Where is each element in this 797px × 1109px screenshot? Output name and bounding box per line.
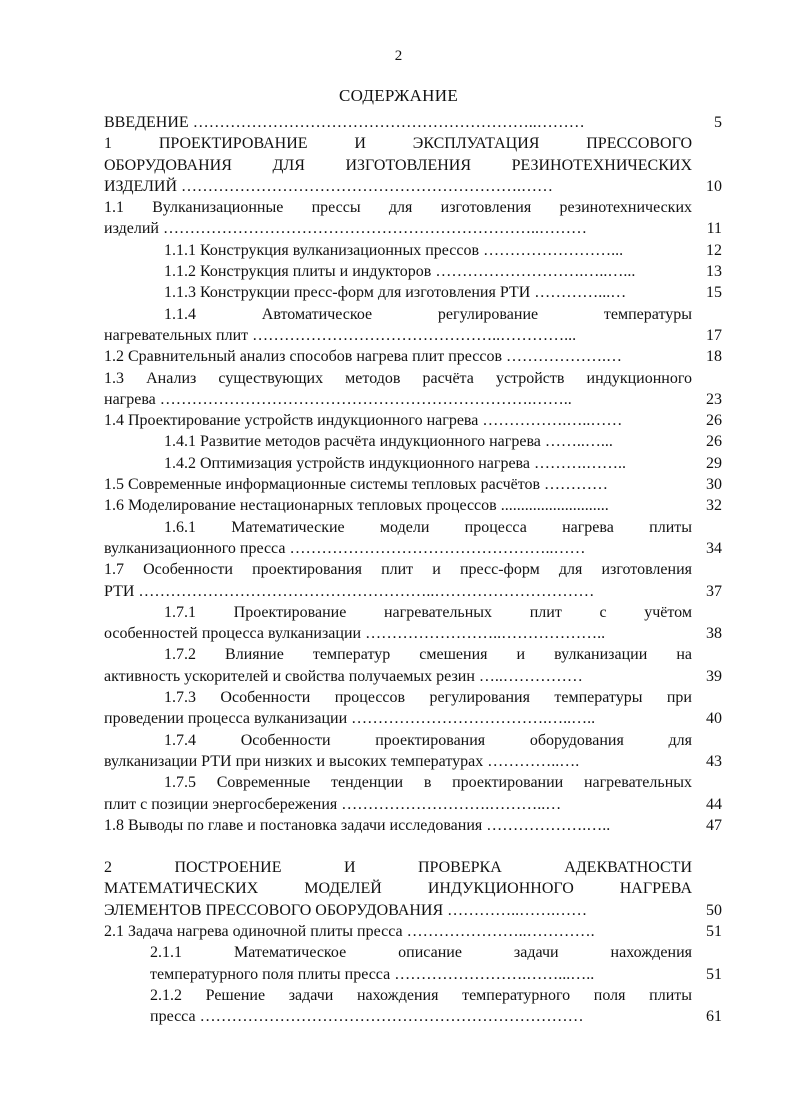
toc-page-number: 34 — [706, 539, 722, 557]
toc-page-number: 44 — [706, 795, 722, 813]
toc-entry[interactable] — [104, 453, 722, 474]
toc-page-number: 51 — [706, 965, 722, 983]
toc-entry[interactable] — [104, 112, 722, 133]
dot-leader: …..…………… — [478, 667, 583, 685]
toc-entry-line: 1.1 Вулканизационные прессы для изготовления резинотехнических — [104, 199, 692, 217]
toc-entry-title: 1.5 Современные информационные системы тепловых расчётов — [104, 476, 545, 494]
toc-entry-title: нагрева — [104, 390, 160, 408]
toc-entry-title: вулканизационного пресса — [104, 539, 290, 557]
toc-entry-title: 2.1 Задача нагрева одиночной плиты пресса — [104, 922, 407, 940]
toc-entry-title: вулканизации РТИ при низких и высоких температурах — [104, 752, 488, 770]
toc-entry[interactable] — [104, 133, 722, 197]
toc-entry-title: 1.1.3 Конструкции пресс-форм для изготовления РТИ — [164, 284, 535, 302]
toc-page-number: 30 — [706, 476, 722, 494]
dot-leader: …………………….……...….. — [394, 965, 595, 983]
toc-page-number: 23 — [706, 390, 722, 408]
toc-entry-title: температурного поля плиты пресса — [150, 965, 395, 983]
toc-entry-line: 1.3 Анализ существующих методов расчёта устройств индукционного — [104, 369, 692, 387]
toc-page-number: 32 — [706, 497, 722, 515]
dot-leader: ………………………………………………..………………………… — [138, 582, 595, 600]
dot-leader: ………… — [544, 476, 609, 494]
dot-leader: ……………….….. — [486, 816, 611, 834]
toc-page-number: 29 — [706, 454, 722, 472]
toc-page-number: 51 — [706, 922, 722, 940]
dot-leader: ……………………………………………………………..……… — [162, 220, 587, 238]
toc-entry[interactable] — [104, 282, 722, 303]
toc-entry-line: 1 ПРОЕКТИРОВАНИЕ И ЭКСПЛУАТАЦИЯ ПРЕССОВОГО — [104, 135, 692, 153]
toc-page-number: 5 — [714, 114, 722, 131]
toc-entry[interactable] — [104, 240, 722, 261]
dot-leader: ……….…….. — [534, 454, 626, 472]
toc-page-number: 26 — [706, 412, 722, 430]
toc-page-number: 37 — [706, 582, 722, 600]
toc-entry-line: 2.1.2 Решение задачи нахождения температурного поля плиты — [150, 986, 692, 1004]
toc-entry-line: 1.1.4 Автоматическое регулирование температуры — [164, 305, 692, 323]
toc-entry-title: РТИ — [104, 582, 139, 600]
toc-entry-line: 1.7.2 Влияние температур смешения и вулканизации на — [164, 646, 692, 664]
dot-leader: ………………………………………..…………... — [252, 326, 577, 344]
toc-page-number: 39 — [706, 667, 722, 685]
dot-leader: …………………..…………. — [406, 922, 595, 940]
toc-entry[interactable] — [104, 197, 722, 240]
toc-entry-title: плит с позиции энергосбережения — [104, 795, 342, 813]
dot-leader: ……………………………………………………….…… — [181, 177, 554, 195]
toc-entry-title: изделий — [104, 220, 163, 238]
toc-entry[interactable] — [104, 985, 722, 1028]
dot-leader: …………..…. — [487, 752, 580, 770]
toc-entry-title: ВВЕДЕНИЕ — [104, 114, 193, 131]
toc-page-number: 61 — [706, 1008, 722, 1026]
dot-leader: ……………………….………..… — [341, 795, 562, 813]
toc-page-number: 10 — [706, 177, 722, 195]
toc-entry-title: 1.4 Проектирование устройств индукционного нагрева — [104, 412, 483, 430]
toc-entry-title: 1.1.1 Конструкция вулканизационных прессов — [164, 241, 484, 259]
toc-entry-title: пресса — [150, 1008, 200, 1026]
dot-leader: ........................... — [500, 497, 609, 515]
toc-page-number: 40 — [706, 710, 722, 728]
toc-page-number: 11 — [706, 220, 722, 238]
toc-entry-title: особенностей процесса вулканизации — [104, 625, 366, 643]
toc-entry[interactable] — [104, 942, 722, 985]
toc-entry[interactable] — [104, 644, 722, 687]
toc-page-number: 50 — [706, 901, 722, 919]
toc-page-number: 12 — [706, 241, 722, 259]
dot-leader: ……………………………………………………………… — [199, 1008, 584, 1026]
toc-entry-line: 1.7.1 Проектирование нагревательных плит с учётом — [164, 603, 692, 621]
toc-entry[interactable] — [104, 772, 722, 815]
toc-entry[interactable] — [104, 559, 722, 602]
section-gap — [104, 836, 722, 857]
toc-entry[interactable] — [104, 304, 722, 347]
toc-page-number: 18 — [706, 348, 722, 366]
toc-entry-line: 1.7 Особенности проектирования плит и пресс-форм для изготовления — [104, 561, 692, 579]
toc-entry[interactable] — [104, 921, 722, 942]
dot-leader: ……………….… — [506, 348, 623, 366]
dot-leader: ……..…... — [544, 433, 613, 451]
toc-entry-line: ОБОРУДОВАНИЯ ДЛЯ ИЗГОТОВЛЕНИЯ РЕЗИНОТЕХНИЧЕСКИХ — [104, 156, 692, 174]
toc-page-number: 38 — [706, 625, 722, 643]
dot-leader: ……………………... — [483, 241, 624, 259]
toc-entry-line: 1.7.5 Современные тенденции в проектировании нагревательных — [164, 774, 692, 792]
toc-page-number: 17 — [706, 326, 722, 344]
toc-entry[interactable] — [104, 687, 722, 730]
toc-entry-title: ЭЛЕМЕНТОВ ПРЕССОВОГО ОБОРУДОВАНИЯ — [104, 901, 448, 919]
toc-page-number: 13 — [706, 263, 722, 281]
toc-entry-title: 1.4.1 Развитие методов расчёта индукционного нагрева — [164, 433, 545, 451]
toc-entry[interactable] — [104, 730, 722, 773]
toc-entry[interactable] — [104, 368, 722, 411]
dot-leader: …………..…….…… — [447, 901, 588, 919]
toc-entry-title: 1.1.2 Конструкция плиты и индукторов — [164, 263, 436, 281]
dot-leader: ………………………………………………………..……… — [192, 114, 585, 131]
toc-entry-line: 1.7.3 Особенности процессов регулирования температуры при — [164, 689, 692, 707]
dot-leader: ……………………….…..…... — [435, 263, 636, 281]
toc-entry-line: 1.6.1 Математические модели процесса нагрева плиты — [164, 518, 692, 536]
dot-leader: …………………………………………………………….…….. — [159, 390, 572, 408]
toc-entry[interactable] — [104, 474, 722, 495]
toc-entry[interactable] — [104, 495, 722, 516]
toc-entry[interactable] — [104, 346, 722, 367]
toc-entry[interactable] — [104, 857, 722, 921]
table-of-contents — [104, 112, 722, 1027]
toc-page-number: 43 — [706, 752, 722, 770]
toc-entry-line: МАТЕМАТИЧЕСКИХ МОДЕЛЕЙ ИНДУКЦИОННОГО НАГРЕВА — [104, 880, 692, 898]
toc-page-number: 47 — [706, 816, 722, 834]
toc-entry-title: 1.4.2 Оптимизация устройств индукционного нагрева — [164, 454, 534, 472]
toc-entry-title: активность ускорителей и свойства получаемых резин — [104, 667, 479, 685]
toc-entry-line: 2.1.1 Математическое описание задачи нахождения — [150, 944, 692, 962]
toc-entry-line: 2 ПОСТРОЕНИЕ И ПРОВЕРКА АДЕКВАТНОСТИ — [104, 859, 692, 877]
dot-leader: ……………………..……………….. — [365, 625, 606, 643]
dot-leader: …………………………………………..…… — [289, 539, 586, 557]
toc-entry[interactable] — [104, 261, 722, 282]
toc-entry[interactable] — [104, 815, 722, 836]
page-number: 2 — [394, 48, 403, 64]
dot-leader: ……………………………….…..….. — [351, 710, 596, 728]
toc-entry[interactable] — [104, 431, 722, 452]
toc-entry-title: 1.2 Сравнительный анализ способов нагрева плит прессов — [104, 348, 507, 366]
toc-entry[interactable] — [104, 410, 722, 431]
dot-leader: …………….…..…… — [482, 412, 623, 430]
toc-title: СОДЕРЖАНИЕ — [338, 86, 459, 105]
toc-entry-line: 1.7.4 Особенности проектирования оборудования для — [164, 731, 692, 749]
toc-entry-title: 1.6 Моделирование нестационарных тепловых процессов — [104, 497, 501, 515]
toc-entry[interactable] — [104, 517, 722, 560]
toc-entry-title: нагревательных плит — [104, 326, 253, 344]
dot-leader: …………...… — [534, 284, 627, 302]
toc-entry[interactable] — [104, 602, 722, 645]
toc-entry-title: 1.8 Выводы по главе и постановка задачи исследования — [104, 816, 487, 834]
toc-entry-title: ИЗДЕЛИЙ — [104, 177, 182, 195]
toc-page-number: 15 — [706, 284, 722, 302]
toc-entry-title: проведении процесса вулканизации — [104, 710, 352, 728]
toc-page-number: 26 — [706, 433, 722, 451]
